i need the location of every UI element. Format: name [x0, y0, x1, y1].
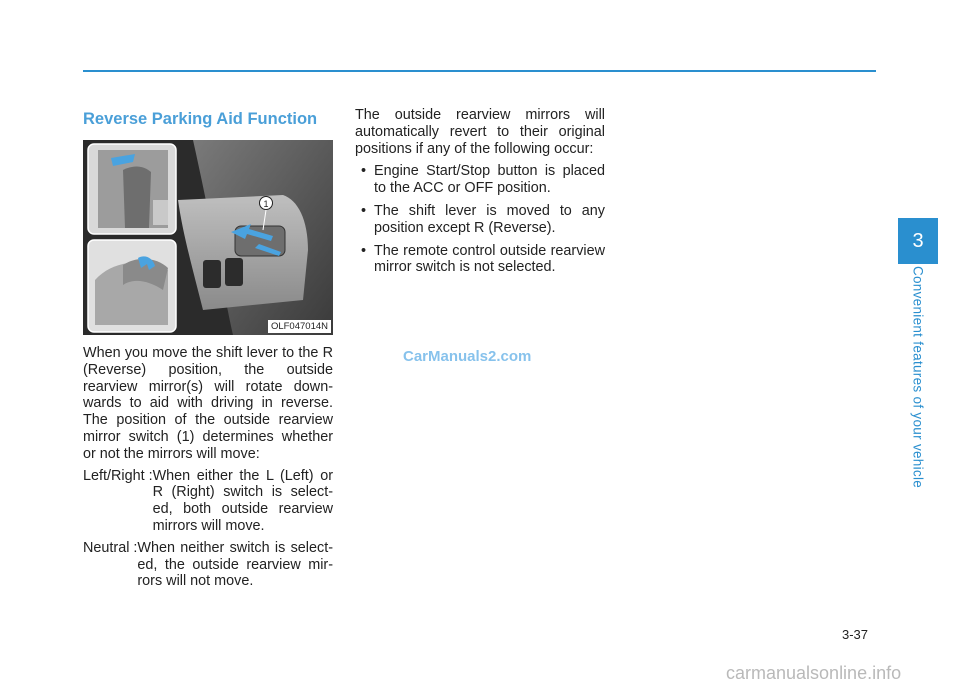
- chapter-label: Convenient features of your vehicle: [910, 265, 926, 489]
- definition-term: Left/Right :: [83, 467, 153, 484]
- revert-paragraph: The outside rearview mirrors will automatically revert to their original positions if any of the following occur:: [355, 107, 605, 157]
- definition-left-right: [83, 468, 333, 535]
- column-left: [83, 345, 333, 590]
- bullet-text: The remote control outside rearview mirror switch is not selected.: [374, 242, 605, 276]
- footer-watermark: carmanualsonline.info: [726, 663, 902, 683]
- bullet-item: [355, 163, 605, 197]
- bullet-icon: •: [361, 242, 367, 259]
- section-title: Reverse Parking Aid Function: [83, 110, 318, 128]
- definition-desc: When either the L (Left) or R (Right) switch is select-ed, both outside rearview mirrors will move.: [152, 467, 333, 534]
- mirror-switch-figure: [83, 140, 333, 335]
- definition-term: Neutral :: [83, 539, 138, 556]
- column-right: [355, 107, 605, 276]
- header-rule: [83, 70, 876, 72]
- bullet-icon: •: [361, 163, 367, 180]
- page-number: 3-37: [842, 627, 869, 642]
- watermark: CarManuals2.com: [403, 348, 532, 365]
- car-interior-illustration: [83, 140, 333, 335]
- bullet-text: Engine Start/Stop button is placed to the ACC or OFF position.: [374, 163, 605, 197]
- bullet-icon: •: [361, 202, 367, 219]
- bullet-item: [355, 243, 605, 277]
- definition-desc: When neither switch is select-ed, the outside rearview mir-rors will not move.: [137, 539, 333, 590]
- bullet-item: [355, 203, 605, 237]
- figure-code: OLF047014N: [268, 320, 331, 333]
- definition-neutral: [83, 540, 333, 590]
- callout-label: 1: [263, 199, 269, 209]
- intro-paragraph: When you move the shift lever to the R (Reverse) position, the outside rearview mirror(s) will rotate down-wards to aid with driving in reverse. The position of the outside rearview mirror switch (1) determines whether or not the mirrors will move:: [83, 345, 333, 462]
- chapter-tab: 3: [898, 218, 938, 264]
- bullet-text: The shift lever is moved to any position except R (Reverse).: [374, 202, 605, 236]
